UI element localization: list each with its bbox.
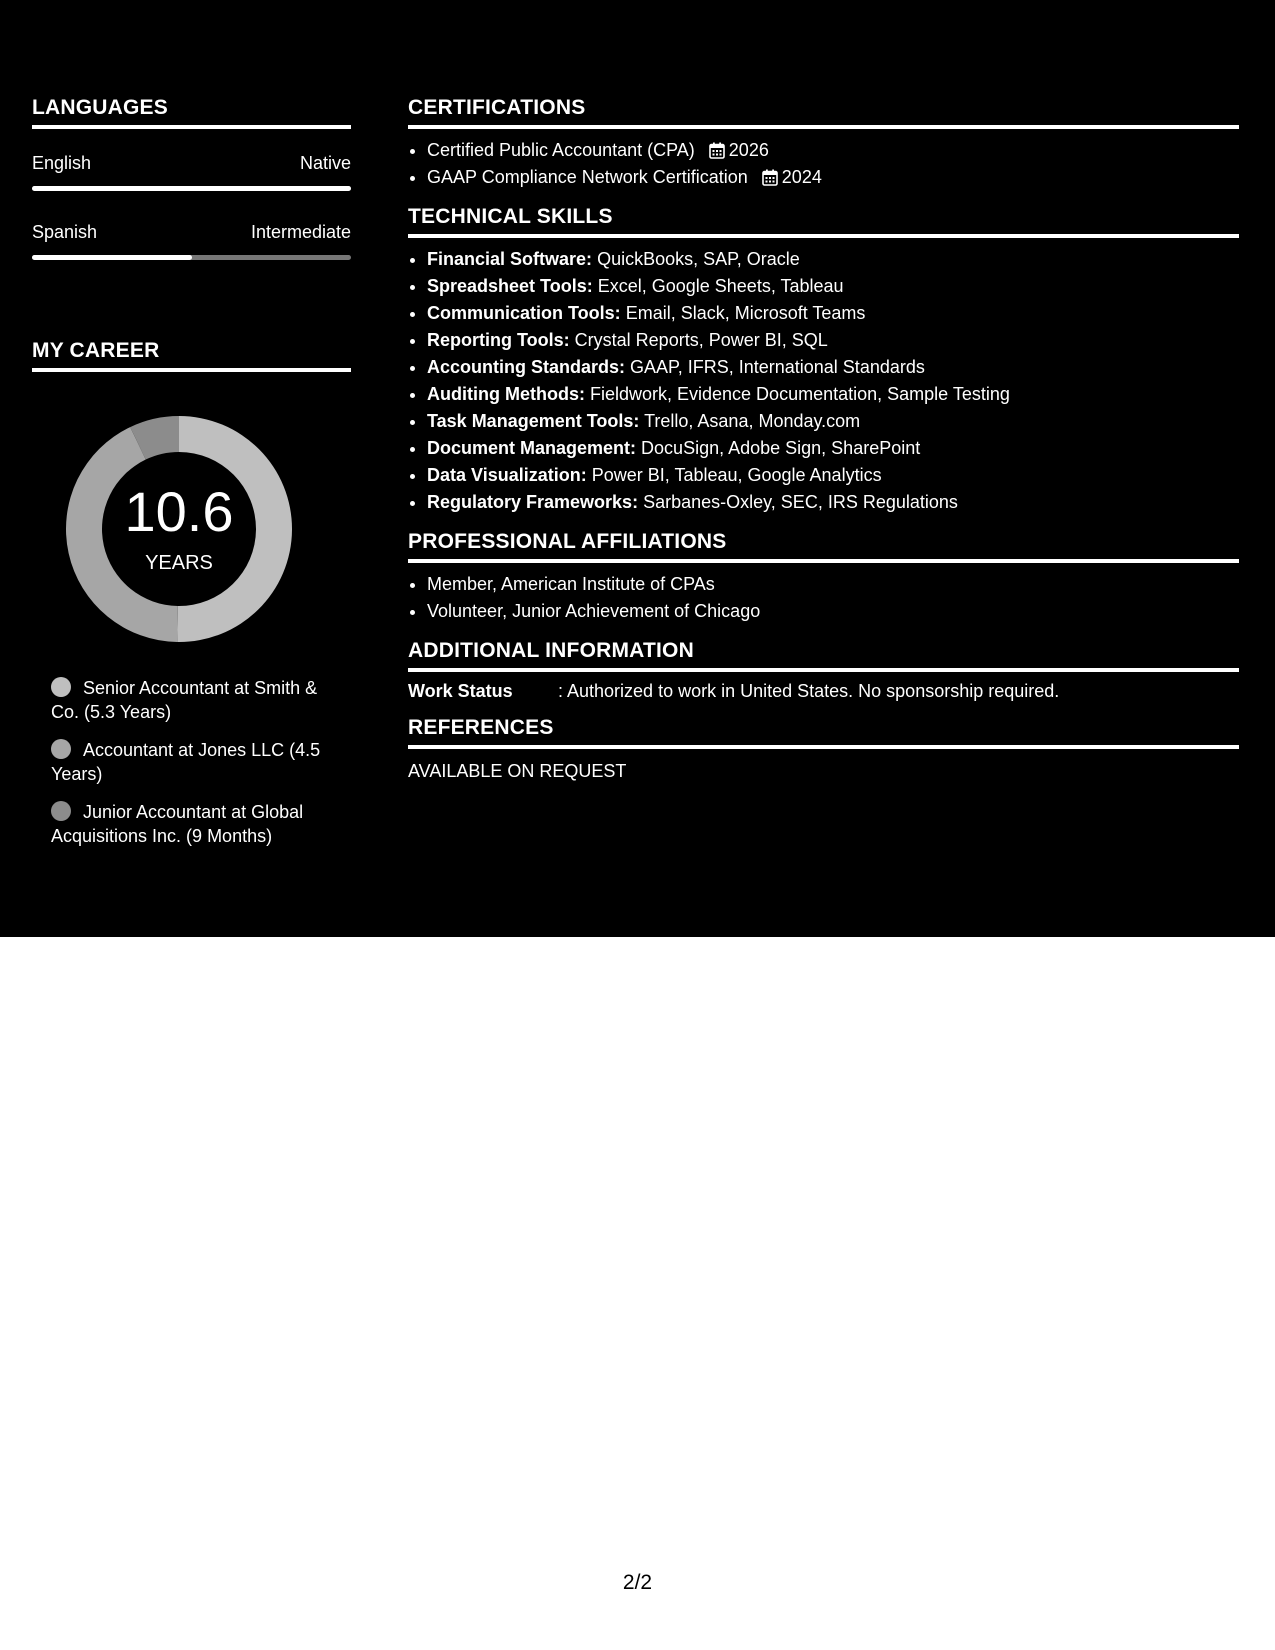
skill-value: Email, Slack, Microsoft Teams bbox=[625, 303, 866, 323]
work-status-label: Work Status bbox=[408, 681, 513, 701]
career-legend bbox=[51, 676, 321, 848]
career-legend-item bbox=[51, 800, 321, 848]
additional-info-title: ADDITIONAL INFORMATION bbox=[408, 639, 1239, 672]
certification-year: 2024 bbox=[781, 167, 822, 187]
left-column bbox=[32, 96, 351, 862]
career-legend-item bbox=[51, 676, 321, 724]
language-proficiency-fill bbox=[32, 186, 351, 191]
right-column bbox=[408, 96, 1239, 796]
work-status-row bbox=[408, 681, 1239, 702]
skill-label: Document Management: bbox=[427, 438, 637, 458]
legend-dot-icon bbox=[51, 677, 71, 697]
technical-skills-title: TECHNICAL SKILLS bbox=[408, 205, 1239, 238]
language-name: English bbox=[32, 153, 92, 173]
skill-value: GAAP, IFRS, International Standards bbox=[630, 357, 925, 377]
language-level: Intermediate bbox=[250, 222, 351, 242]
skill-value: Fieldwork, Evidence Documentation, Sample Testing bbox=[589, 384, 1010, 404]
skill-item bbox=[427, 462, 1239, 489]
affiliations-title: PROFESSIONAL AFFILIATIONS bbox=[408, 530, 1239, 563]
legend-dot-icon bbox=[51, 801, 71, 821]
language-proficiency-bar bbox=[32, 186, 351, 191]
work-status-value: : Authorized to work in United States. No sponsorship required. bbox=[558, 681, 1060, 701]
skill-item bbox=[427, 246, 1239, 273]
skill-label: Data Visualization: bbox=[427, 465, 587, 485]
certification-name: GAAP Compliance Network Certification bbox=[427, 167, 748, 187]
career-total-years: 10.6 bbox=[124, 480, 234, 543]
skill-item bbox=[427, 327, 1239, 354]
language-item bbox=[32, 222, 351, 260]
affiliation-item: • Member, American Institute of CPAs bbox=[427, 571, 1239, 598]
skill-label: Reporting Tools: bbox=[427, 330, 570, 350]
career-legend-label: Accountant at Jones LLC (4.5 Years) bbox=[51, 740, 321, 784]
languages-title: LANGUAGES bbox=[32, 96, 351, 129]
skill-item bbox=[427, 273, 1239, 300]
affiliations-section bbox=[408, 530, 1239, 625]
language-proficiency-fill bbox=[32, 255, 192, 260]
skill-label: Communication Tools: bbox=[427, 303, 621, 323]
skill-item bbox=[427, 489, 1239, 516]
skill-label: Spreadsheet Tools: bbox=[427, 276, 593, 296]
references-text: AVAILABLE ON REQUEST bbox=[408, 761, 627, 781]
skill-value: QuickBooks, SAP, Oracle bbox=[597, 249, 800, 269]
skill-label: Financial Software: bbox=[427, 249, 593, 269]
skill-label: Accounting Standards: bbox=[427, 357, 626, 377]
affiliations-list bbox=[408, 571, 1239, 625]
calendar-icon bbox=[762, 169, 778, 186]
language-level: Native bbox=[299, 153, 351, 173]
skill-item bbox=[427, 300, 1239, 327]
technical-skills-section bbox=[408, 205, 1239, 516]
additional-info-section bbox=[408, 639, 1239, 702]
skill-value: Power BI, Tableau, Google Analytics bbox=[591, 465, 882, 485]
skill-value: DocuSign, Adobe Sign, SharePoint bbox=[641, 438, 921, 458]
career-donut-chart bbox=[66, 416, 292, 642]
career-legend-label: Senior Accountant at Smith & Co. (5.3 Years) bbox=[51, 678, 318, 722]
skill-item bbox=[427, 354, 1239, 381]
certifications-section bbox=[408, 96, 1239, 191]
skill-value: Sarbanes-Oxley, SEC, IRS Regulations bbox=[643, 492, 958, 512]
affiliation-item: • Volunteer, Junior Achievement of Chicago bbox=[427, 598, 1239, 625]
certifications-title: CERTIFICATIONS bbox=[408, 96, 1239, 129]
career-legend-item bbox=[51, 738, 321, 786]
skill-value: Trello, Asana, Monday.com bbox=[644, 411, 861, 431]
calendar-icon bbox=[709, 142, 725, 159]
skill-item bbox=[427, 435, 1239, 462]
certification-year: 2026 bbox=[728, 140, 769, 160]
certification-item bbox=[427, 137, 1239, 164]
certification-name: Certified Public Accountant (CPA) bbox=[427, 140, 695, 160]
skill-item bbox=[427, 381, 1239, 408]
skill-label: Task Management Tools: bbox=[427, 411, 640, 431]
career-title: MY CAREER bbox=[32, 339, 351, 372]
references-section bbox=[408, 716, 1239, 782]
skill-label: Auditing Methods: bbox=[427, 384, 585, 404]
references-title: REFERENCES bbox=[408, 716, 1239, 749]
skill-label: Regulatory Frameworks: bbox=[427, 492, 639, 512]
technical-skills-list bbox=[408, 246, 1239, 516]
skill-item bbox=[427, 408, 1239, 435]
career-legend-label: Junior Accountant at Global Acquisitions Inc. (9 Months) bbox=[51, 802, 304, 846]
language-proficiency-bar bbox=[32, 255, 351, 260]
skill-value: Crystal Reports, Power BI, SQL bbox=[574, 330, 828, 350]
skill-value: Excel, Google Sheets, Tableau bbox=[597, 276, 844, 296]
certification-item bbox=[427, 164, 1239, 191]
career-total-unit: YEARS bbox=[145, 552, 213, 574]
certifications-list bbox=[408, 137, 1239, 191]
legend-dot-icon bbox=[51, 739, 71, 759]
language-name: Spanish bbox=[32, 222, 98, 242]
language-item bbox=[32, 153, 351, 191]
page-number: 2/2 bbox=[622, 1571, 653, 1594]
